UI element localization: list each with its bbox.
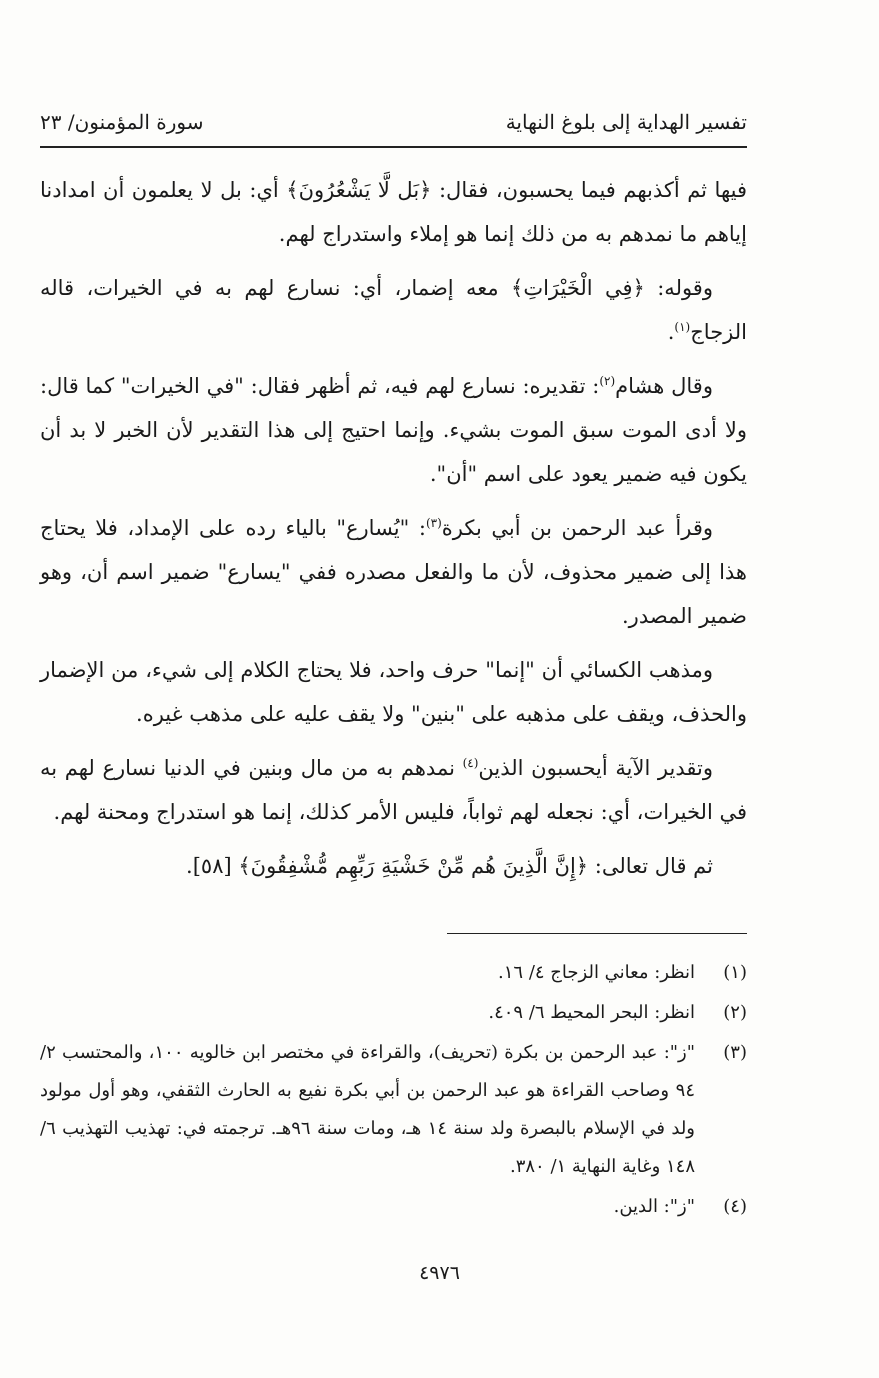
footnote-number: (١) (723, 962, 747, 983)
footnote-text: انظر: معاني الزجاج ٤/ ١٦. (498, 962, 695, 983)
surah-reference: سورة المؤمنون/ ٢٣ (40, 110, 204, 134)
footnote-ref: (٢) (599, 374, 616, 388)
footnotes (40, 954, 747, 1228)
footnote-ref: (٤) (462, 756, 479, 770)
footnote-divider (447, 933, 747, 934)
running-header (40, 98, 747, 146)
paragraph: ثم قال تعالى: ﴿إِنَّ الَّذِينَ هُم مِّنْ خَشْيَةِ رَبِّهِم مُّشْفِقُونَ﴾ [٥٨]. (186, 854, 713, 878)
paragraph: فيها ثم أكذبهم فيما يحسبون، فقال: ﴿بَل لَّا يَشْعُرُونَ﴾ أي: بل لا يعلمون أن امدادنا إياهم ما نمدهم به من ذلك إنما هو إملاء واستدراج لهم. (40, 178, 747, 246)
header-divider (40, 146, 747, 148)
paragraph: وقال هشام$^{(٢)}$: تقديره: نسارع لهم فيه، ثم أظهر فقال: "في الخيرات" كما قال: ولا أدى الموت سبق الموت بشيء. وإنما احتيج إلى هذا التقدير لأن الخبر لا بد أن يكون فيه ضمير يعود على اسم "أن". (40, 374, 747, 486)
footnote (40, 954, 747, 992)
paragraph: وتقدير الآية أيحسبون الذين$^{(٤)}$ نمدهم به من مال وبنين في الدنيا نسارع لهم به في الخيرات، أي: نجعله لهم ثواباً، فليس الأمر كذلك، إنما هو استدراج ومحنة لهم. (40, 756, 747, 824)
footnote-ref: (١) (674, 320, 691, 334)
footnote-number: (٢) (723, 1002, 747, 1023)
footnote-text: "ز": عبد الرحمن بن بكرة (تحريف)، والقراءة في مختصر ابن خالويه ١٠٠، والمحتسب ٢/ ٩٤ وصاحب القراءة هو عبد الرحمن بن أبي بكرة نفيع به الحارث الثقفي، وهو أول مولود ولد في الإسلام بالبصرة ولد سنة ١٤ هـ، ومات سنة ٩٦هـ. ترجمته في: تهذيب التهذيب ٦/ ١٤٨ وغاية النهاية ١/ ٣٨٠. (40, 1042, 696, 1177)
footnote-text: انظر: البحر المحيط ٦/ ٤٠٩. (488, 1002, 695, 1023)
paragraph: ومذهب الكسائي أن "إنما" حرف واحد، فلا يحتاج الكلام إلى شيء، من الإضمار والحذف، ويقف على مذهبه على "بنين" ولا يقف عليه على مذهب غيره. (40, 658, 747, 726)
page-number: ٤٩٧٦ (419, 1262, 460, 1284)
paragraph: وقرأ عبد الرحمن بن أبي بكرة$^{(٣)}$: "يُسارع" بالياء رده على الإمداد، فلا يحتاج هذا إلى ضمير محذوف، لأن ما والفعل مصدره ففي "يسارع" ضمير اسم أن، وهو ضمير المصدر. (40, 516, 747, 628)
paragraph: وقوله: ﴿فِي الْخَيْرَاتِ﴾ معه إضمار، أي: نسارع لهم به في الخيرات، قاله الزجاج$^{(١)}$. (40, 276, 747, 344)
footnote-ref: (٣) (425, 516, 442, 530)
footnote-text: "ز": الدين. (613, 1196, 695, 1217)
footnote (40, 1188, 747, 1226)
footnote (40, 1034, 747, 1186)
footnote-number: (٣) (723, 1042, 747, 1063)
footnote-number: (٤) (723, 1196, 747, 1217)
book-title: تفسير الهداية إلى بلوغ النهاية (505, 110, 747, 134)
main-text (40, 168, 747, 898)
footnote (40, 994, 747, 1032)
